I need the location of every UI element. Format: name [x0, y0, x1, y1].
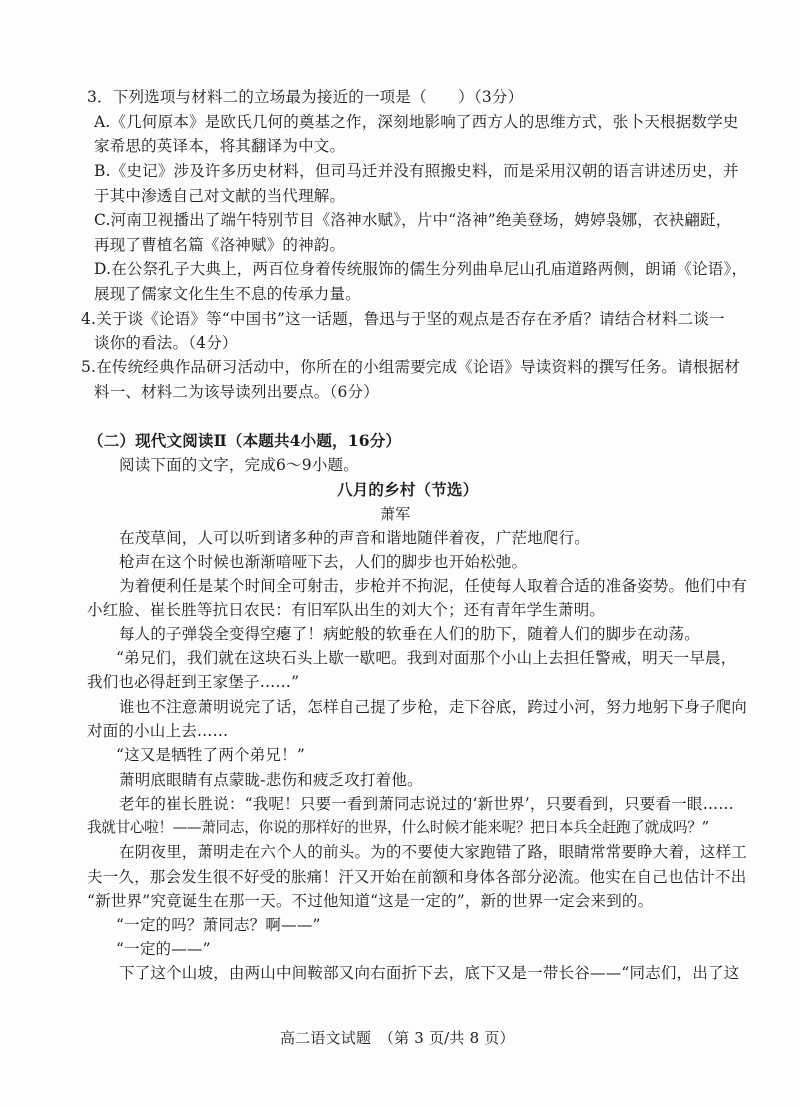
- passage-line: 萧明底眼睛有点蒙眬-悲伤和疲乏攻打着他。: [119, 771, 423, 789]
- section-heading: （二）现代文阅读Ⅱ（本题共4小题，16分）: [88, 431, 402, 450]
- passage-line: 在茂草间，人可以听到诸多种的声音和谐地随伴着夜，广茫地爬行。: [119, 529, 591, 547]
- question-5-line-2: 料一、材料二为该导读列出要点。（6分）: [94, 383, 379, 401]
- passage-line: 对面的小山上去……: [87, 722, 229, 740]
- option-d-line-1: D.在公祭孔子大典上，两百位身着传统服饰的儒生分列曲阜尼山孔庙道路两侧，朗诵《论语》，: [94, 260, 748, 278]
- passage-line: “这又是牺牲了两个弟兄！”: [116, 746, 305, 764]
- option-b-line-1: B.《史记》涉及许多历史材料，但司马迁并没有照搬史料，而是采用汉朝的语言讲述历史，并: [94, 162, 739, 180]
- passage-author: 萧军: [380, 505, 411, 523]
- passage-line: 枪声在这个时候也渐渐喑哑下去，人们的脚步也开始松弛。: [119, 553, 528, 571]
- passage-line: “弟兄们，我们就在这块石头上歇一歇吧。我到对面那个小山上去担任警戒，明天一早晨，: [116, 649, 737, 667]
- passage-line: 我们也必得赶到王家堡子……”: [87, 673, 300, 691]
- passage-line: 夫一久，那会发生很不好受的胀痛！汗又开始在前额和身体各部分泌流。他实在自己也估计不出: [87, 868, 747, 886]
- passage-line: 小红脸、崔长胜等抗日农民：有旧军队出生的刘大个；还有青年学生萧明。: [87, 601, 606, 619]
- option-d-line-2: 展现了儒家文化生生不息的传承力量。: [94, 285, 361, 303]
- passage-line: 在阴夜里，萧明走在六个人的前头。为的不要使大家跑错了路，眼睛常常要睁大着，这样工: [119, 843, 748, 861]
- option-c-line-2: 再现了曹植名篇《洛神赋》的神韵。: [94, 236, 346, 254]
- passage-line: 老年的崔长胜说：“我呢！只要一看到萧同志说过的‘新世界’，只要看到，只要看一眼……: [119, 795, 734, 813]
- question-5-line-1: 5.在传统经典作品研习活动中，你所在的小组需要完成《论语》导读资料的撰写任务。请根据材: [81, 358, 740, 376]
- passage-line: 我就甘心啦！——萧同志，你说的那样好的世界，什么时候才能来呢？把日本兵全赶跑了就成吗？”: [87, 819, 709, 836]
- option-a-line-2: 家希思的英译本，将其翻译为中文。: [94, 137, 346, 155]
- passage-line: “一定的吗？萧同志？啊——”: [116, 916, 321, 934]
- question-4-line-1: 4.关于谈《论语》等“中国书”这一话题，鲁迅与于坚的观点是否存在矛盾？请结合材料二谈一: [81, 310, 725, 328]
- passage-title: 八月的乡村（节选）: [337, 480, 479, 499]
- option-a-line-1: A.《几何原本》是欧氏几何的奠基之作，深刻地影响了西方人的思维方式，张卜天根据数学史: [94, 113, 739, 131]
- option-c-line-1: C.河南卫视播出了端午特别节目《洛神水赋》，片中“洛神”绝美登场，娉婷袅娜，衣袂翩跹，: [94, 211, 732, 229]
- passage-line: “一定的——”: [116, 940, 211, 958]
- passage-line: 每人的子弹袋全变得空瘪了！病蛇般的软垂在人们的肋下，随着人们的脚步在动荡。: [119, 625, 700, 643]
- section-instruction: 阅读下面的文字，完成6～9小题。: [119, 456, 359, 474]
- passage-line: 谁也不注意萧明说完了话，怎样自己提了步枪，走下谷底，跨过小河，努力地躬下身子爬向: [119, 698, 748, 716]
- question-4-line-2: 谈你的看法。（4分）: [94, 334, 238, 352]
- page-footer: 高二语文试题 （第 3 页/共 8 页）: [280, 1029, 515, 1047]
- option-b-line-2: 于其中渗透自己对文献的当代理解。: [94, 187, 346, 205]
- question-3-stem: 3．下列选项与材料二的立场最为接近的一项是（ ）（3分）: [87, 88, 524, 106]
- passage-line: 下了这个山坡，由两山中间鞍部又向右面折下去，底下又是一带长谷——“同志们，出了这: [119, 964, 740, 982]
- passage-line: 为着便利任是某个时间全可射击，步枪并不拘泥，任使每人取着合适的准备姿势。他们中有: [119, 577, 748, 595]
- passage-line: “新世界”究竟诞生在那一天。不过他知道“这是一定的”，新的世界一定会来到的。: [87, 892, 654, 910]
